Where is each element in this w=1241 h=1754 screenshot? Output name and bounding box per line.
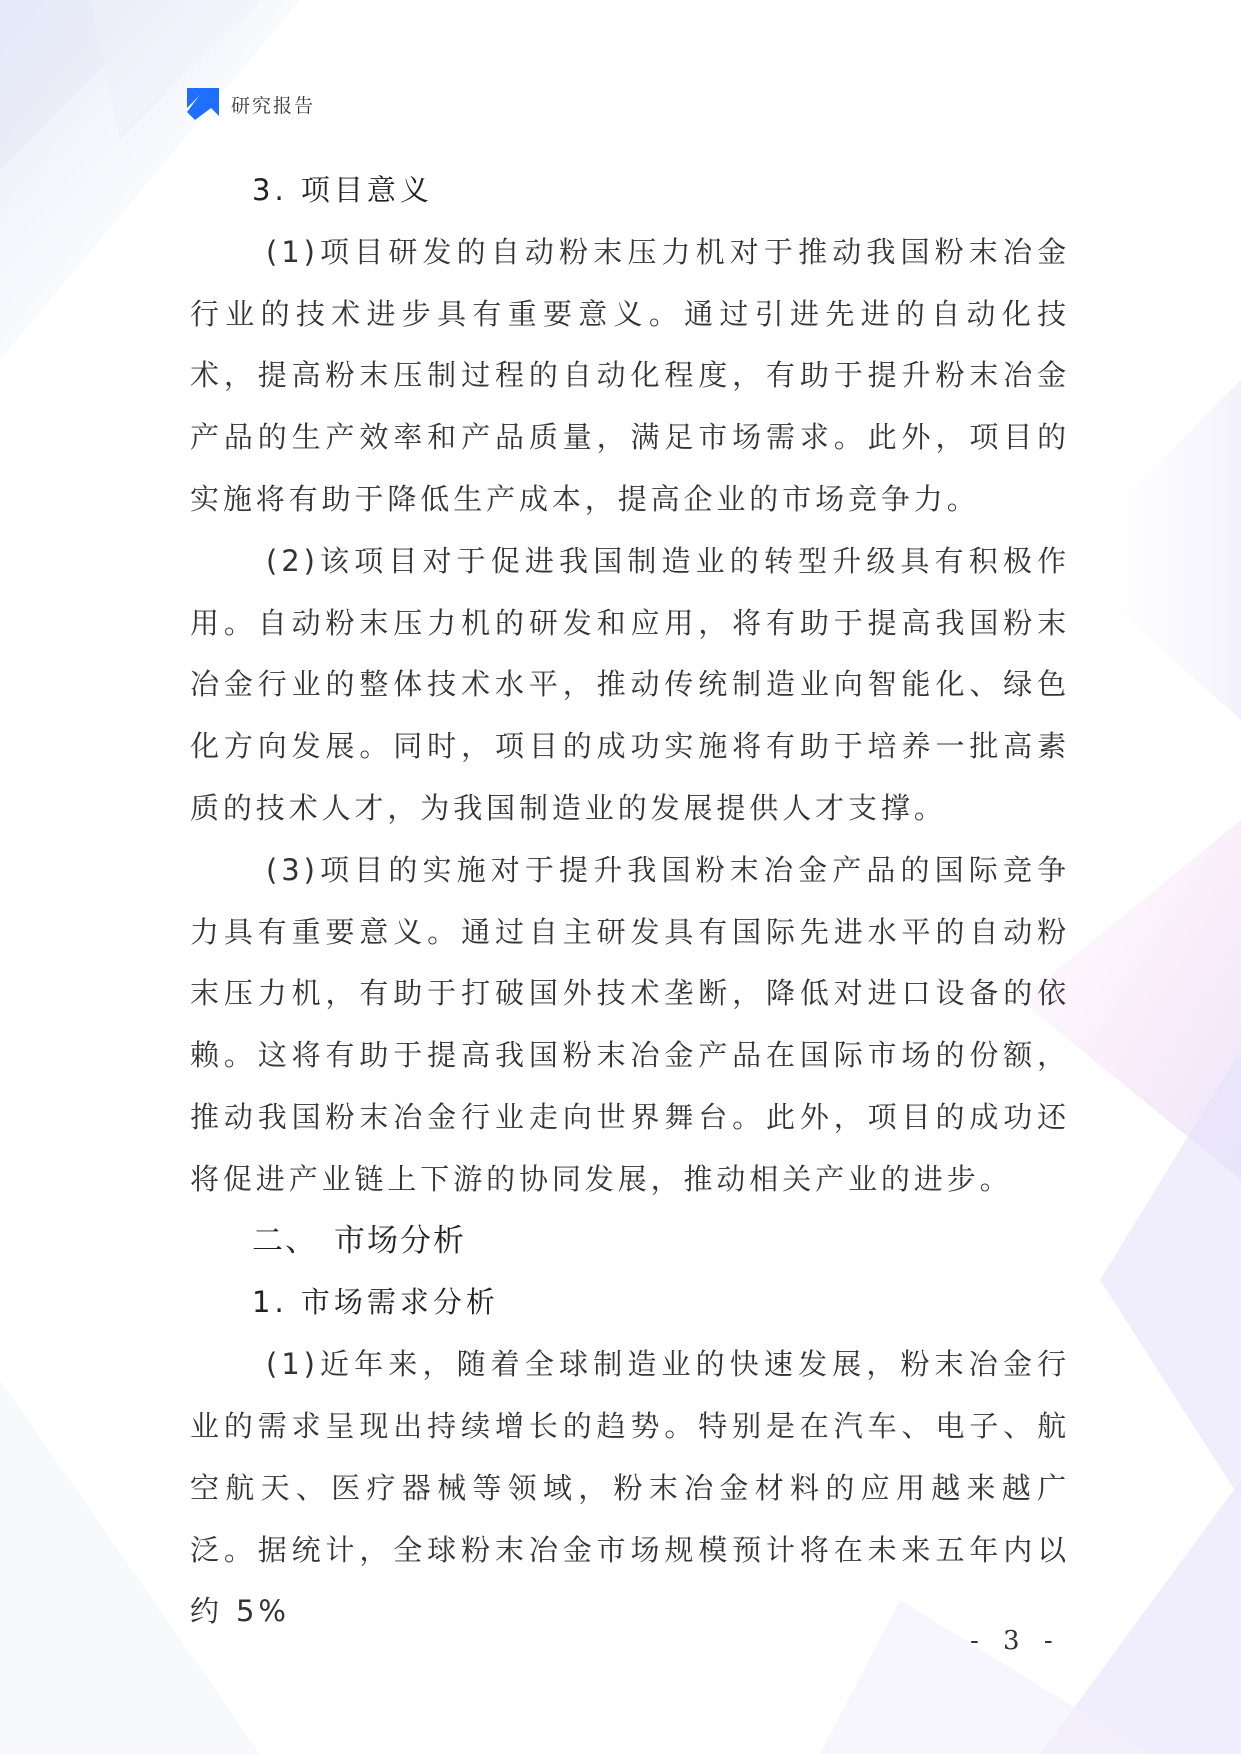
paragraph-3: (3)项目的实施对于提升我国粉末冶金产品的国际竞争力具有重要意义。通过自主研发具有国际先进水平的自动粉末压力机，有助于打破国外技术垄断，降低对进口设备的依赖。这将有助于提高我国粉末冶金产品在国际市场的份额，推动我国粉末冶金行业走向世界舞台。此外，项目的成功还将促进产业链上下游的协同发展，推动相关产业的进步。 — [190, 852, 1070, 1196]
document-header — [187, 88, 315, 120]
document-body — [190, 160, 1070, 1643]
paragraph-1: (1)项目研发的自动粉末压力机对于推动我国粉末冶金行业的技术进步具有重要意义。通过引进先进的自动化技术，提高粉末压制过程的自动化程度，有助于提升粉末冶金产品的生产效率和产品质量，满足市场需求。此外，项目的实施将有助于降低生产成本，提高企业的市场竞争力。 — [190, 234, 1070, 516]
paragraph-4: (1)近年来，随着全球制造业的快速发展，粉末冶金行业的需求呈现出持续增长的趋势。特别是在汽车、电子、航空航天、医疗器械等领域，粉末冶金材料的应用越来越广泛。据统计，全球粉末冶金市场规模预计将在未来五年内以约 5% — [190, 1347, 1070, 1629]
paragraph-2: (2)该项目对于促进我国制造业的转型升级具有积极作用。自动粉末压力机的研发和应用，将有助于提高我国粉末冶金行业的整体技术水平，推动传统制造业向智能化、绿色化方向发展。同时，项目的成功实施将有助于培养一批高素质的技术人才，为我国制造业的发展提供人才支撑。 — [190, 543, 1070, 825]
chapter-title: 市场分析 — [334, 1222, 466, 1259]
section-heading-market-demand: 1. 市场需求分析 — [252, 1285, 499, 1320]
chapter-heading-market-analysis — [190, 1211, 1070, 1273]
section-heading-project-significance: 3. 项目意义 — [252, 173, 433, 207]
arrow-up-right-icon — [187, 88, 219, 120]
header-title: 研究报告 — [231, 94, 316, 117]
chapter-number: 二、 — [252, 1222, 318, 1259]
page-number: - 3 - — [970, 1626, 1061, 1656]
